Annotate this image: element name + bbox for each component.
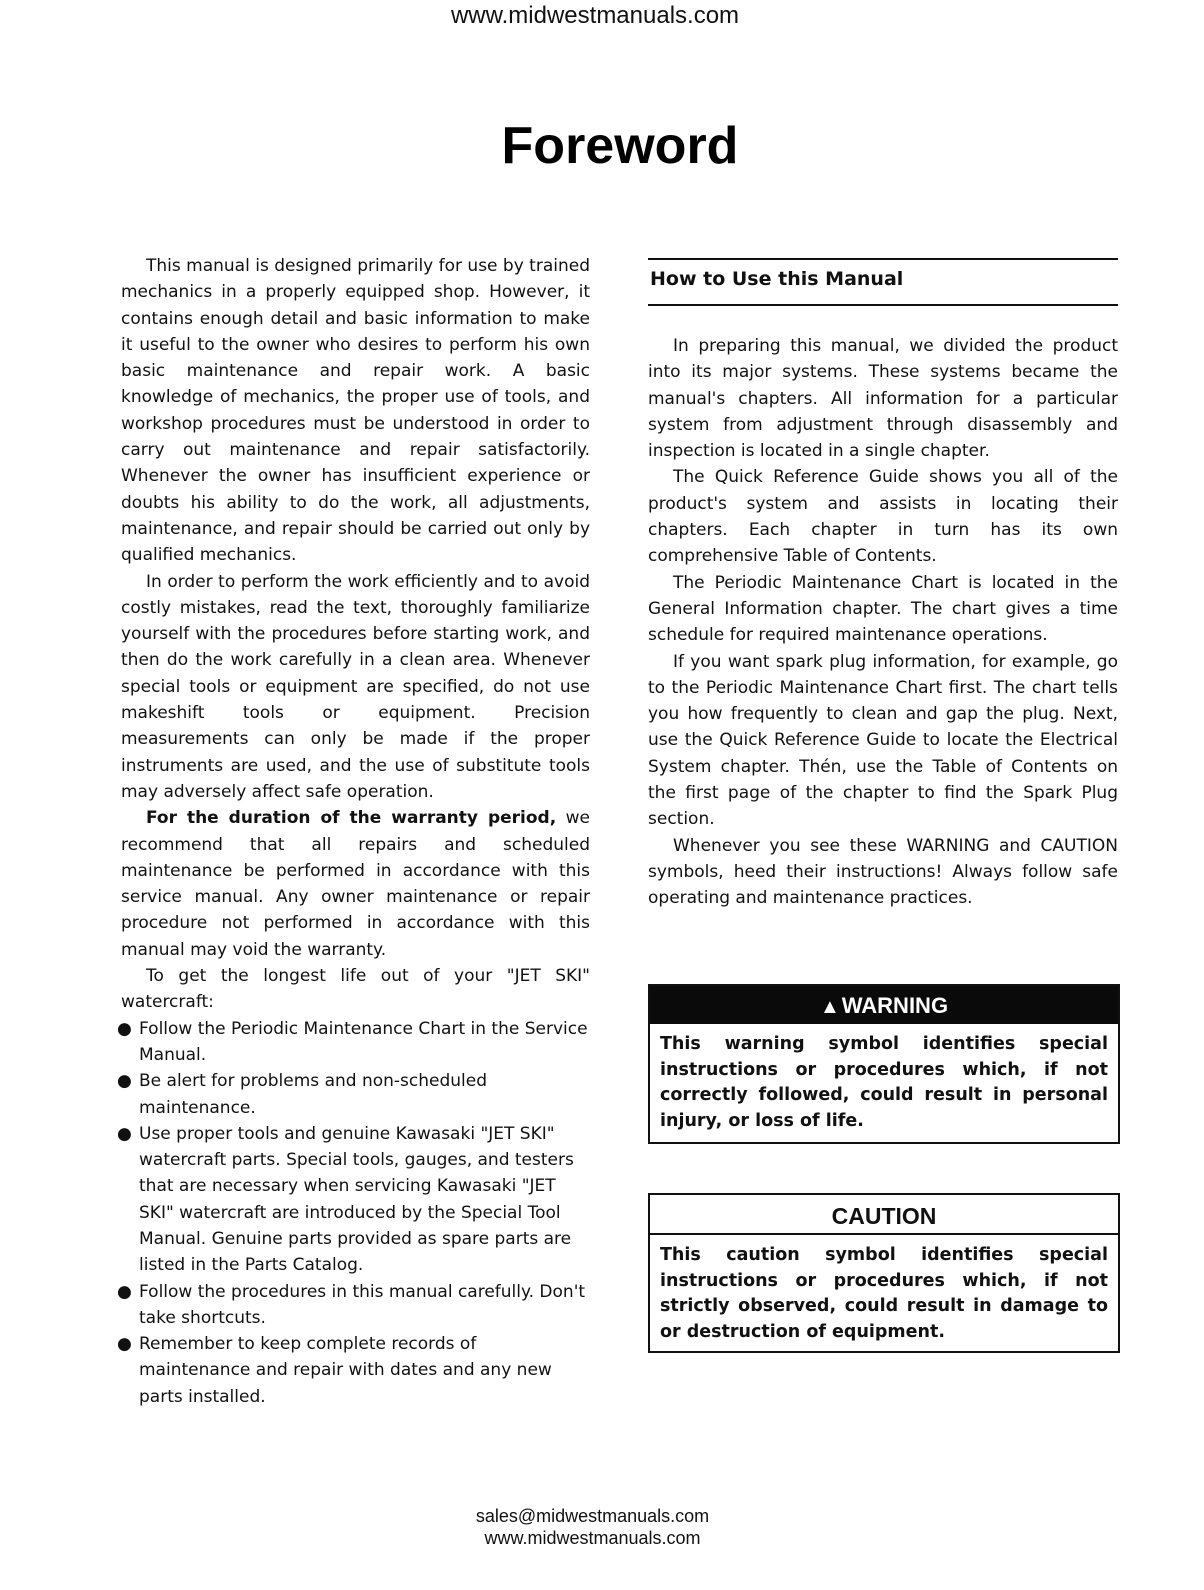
caution-box — [648, 1193, 1120, 1353]
warning-triangle-icon: ▲ — [819, 996, 840, 1018]
caution-title: CAUTION — [650, 1195, 1118, 1235]
list-item — [117, 1068, 590, 1121]
section-heading-rule — [648, 258, 1118, 306]
list-item — [117, 1121, 590, 1279]
list-item-text: Follow the procedures in this manual carefully. Don't take shortcuts. — [139, 1281, 586, 1328]
warning-box — [648, 984, 1120, 1144]
symbols-paragraph: Whenever you see these WARNING and CAUTION symbols, heed their instructions! Always follow safe operating and maintenance practices. — [648, 835, 1118, 909]
warranty-paragraph — [121, 805, 590, 963]
bullet-icon: ● — [117, 1281, 132, 1302]
warranty-lead: For the duration of the warranty period, — [146, 808, 557, 829]
quick-reference-paragraph: The Quick Reference Guide shows you all of the product's system and assists in locating their chapters. Each chapter in turn has its own comprehensive Table of Contents. — [648, 467, 1118, 567]
page-title: Foreword — [501, 117, 739, 175]
header-url: www.midwestmanuals.com — [450, 2, 740, 29]
tips-list — [117, 1016, 590, 1410]
list-item — [117, 1331, 590, 1410]
list-item-text: Be alert for problems and non-scheduled maintenance. — [139, 1071, 488, 1118]
chapters-paragraph: In preparing this manual, we divided the product into its major systems. These systems became the manual's chapters. All information for a particular system from adjustment through disassembly and inspection is located in a single chapter. — [648, 336, 1118, 462]
list-item — [117, 1279, 590, 1332]
footer-url: www.midwestmanuals.com — [484, 1528, 701, 1548]
efficiency-paragraph: In order to perform the work efficiently and to avoid costly mistakes, read the text, thoroughly familiarize yourself with the procedures before starting work, and then do the work carefully in a clean area. Whenever special tools or equipment are specified, do not use makeshift tools or equipment. Precision measurements can only be made if the proper instruments are used, and the use of substitute tools may adversely affect safe operation. — [121, 571, 590, 802]
section-heading: How to Use this Manual — [650, 268, 904, 290]
bullet-icon: ● — [117, 1334, 132, 1355]
longest-life-paragraph: To get the longest life out of your "JET SKI" watercraft: — [121, 966, 590, 1013]
list-item-text: Follow the Periodic Maintenance Chart in the Service Manual. — [139, 1018, 588, 1065]
footer-email: sales@midwestmanuals.com — [475, 1506, 710, 1526]
warranty-text: we recommend that all repairs and scheduled maintenance be performed in accordance with this service manual. Any owner maintenance or repair procedure not performed in accordance with this manual may void the warranty. — [121, 808, 590, 960]
bullet-icon: ● — [117, 1123, 132, 1144]
left-column — [117, 253, 590, 1410]
warning-text: This warning symbol identifies special instructions or procedures which, if not correctly followed, could result in personal injury, or loss of life. — [660, 1034, 1108, 1131]
list-item — [117, 1016, 590, 1069]
bullet-icon: ● — [117, 1018, 132, 1039]
list-item-text: Use proper tools and genuine Kawasaki "JET SKI" watercraft parts. Special tools, gauges, and testers that are necessary when servicing Kawasaki "JET SKI" watercraft are introduced by the Special Tool Manual. Genuine parts provided as spare parts are listed in the Parts Catalog. — [139, 1123, 574, 1276]
spark-plug-paragraph: If you want spark plug information, for example, go to the Periodic Maintenance Chart first. The chart tells you how frequently to clean and gap the plug. Next, use the Quick Reference Guide to locate the Electrical System chapter. Thén, use the Table of Contents on the first page of the chapter to find the Spark Plug section. — [648, 651, 1118, 830]
bullet-icon: ● — [117, 1071, 132, 1092]
maintenance-chart-paragraph: The Periodic Maintenance Chart is located in the General Information chapter. The chart gives a time schedule for required maintenance operations. — [648, 572, 1118, 646]
right-column — [648, 333, 1118, 912]
warning-header — [650, 986, 1118, 1024]
list-item-text: Remember to keep complete records of maintenance and repair with dates and any new parts installed. — [139, 1334, 552, 1407]
warning-title: WARNING — [841, 993, 949, 1018]
footer — [0, 1505, 1185, 1549]
intro-paragraph: This manual is designed primarily for use by trained mechanics in a properly equipped shop. However, it contains enough detail and basic information to make it useful to the owner who desires to perform his own basic maintenance and repair work. A basic knowledge of mechanics, the proper use of tools, and workshop procedures must be understood in order to carry out maintenance and repair satisfactorily. Whenever the owner has insufficient experience or doubts his ability to do the work, all adjustments, maintenance, and repair should be carried out only by qualified mechanics. — [121, 256, 590, 566]
caution-text: This caution symbol identifies special instructions or procedures which, if not strictly observed, could result in damage to or destruction of equipment. — [660, 1245, 1108, 1342]
